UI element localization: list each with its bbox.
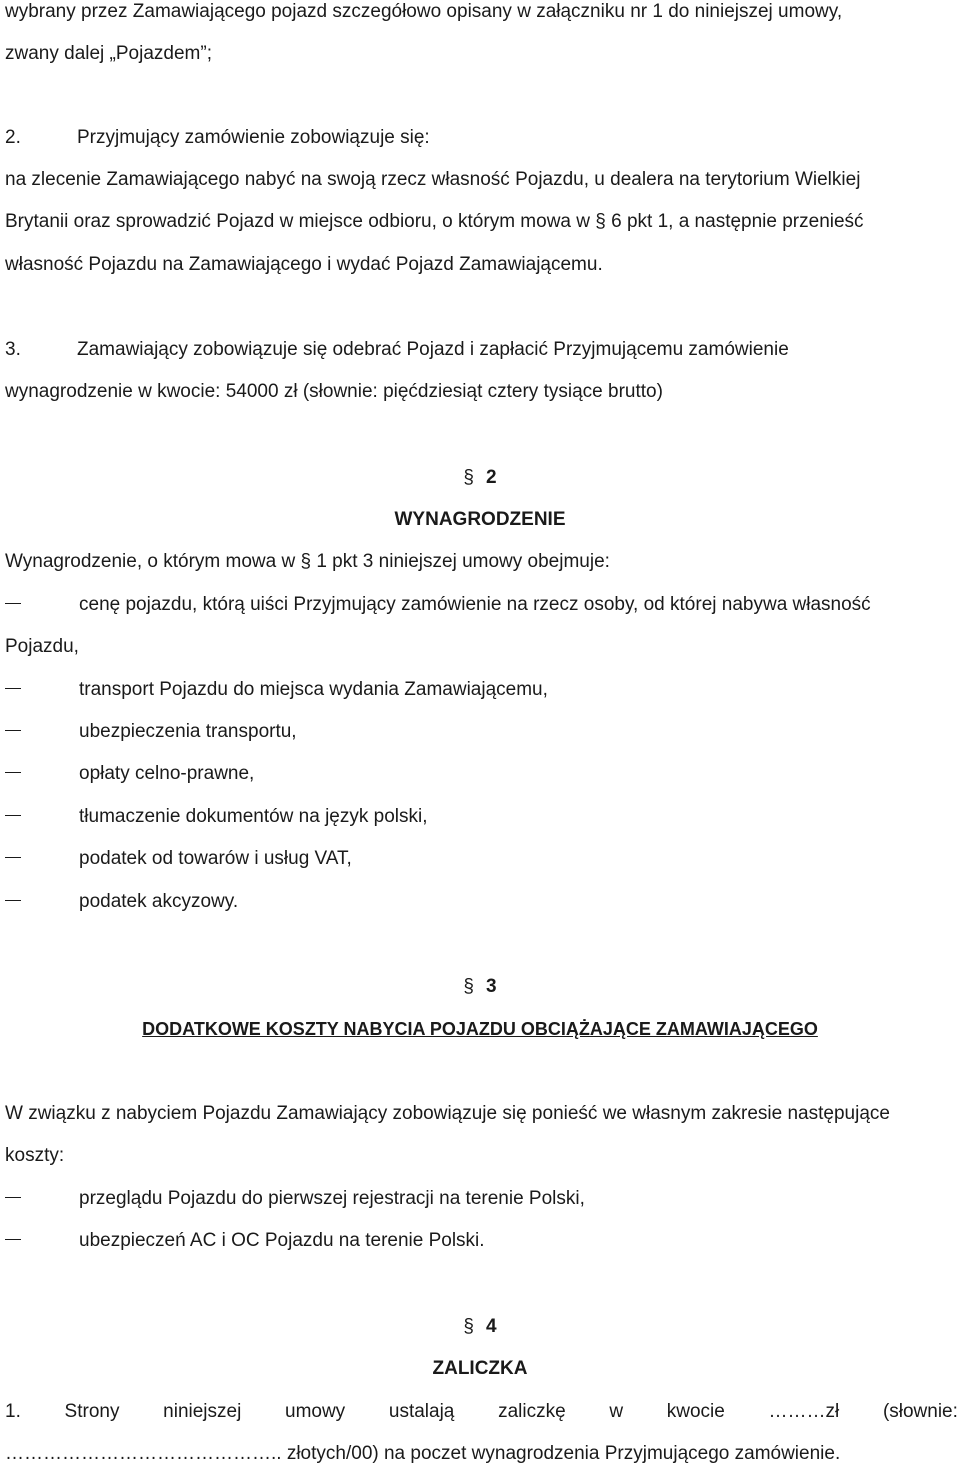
section-2-item-continuation: Pojazdu,: [5, 636, 79, 657]
section-2-intro: Wynagrodzenie, o którym mowa w § 1 pkt 3 niniejszej umowy obejmuje:: [5, 551, 610, 572]
section-2-item-text: podatek od towarów i usług VAT,: [79, 848, 352, 869]
section-3-number: [0, 975, 960, 999]
section-2-item: [5, 720, 297, 744]
intro-text-1: wybrany przez Zamawiającego pojazd szczegółowo opisany w załączniku nr 1 do niniejszej umowy,: [5, 1, 843, 22]
word: (słownie:: [882, 1401, 958, 1422]
point-2-number: 2.: [5, 127, 21, 148]
word: ………zł: [768, 1401, 840, 1422]
section-2-item: [5, 890, 238, 914]
section-4-number: [0, 1315, 960, 1339]
dash-bullet-icon: [5, 603, 21, 604]
intro-line-1: [5, 0, 958, 24]
section-2-item: [5, 678, 548, 702]
section-3-intro-line-1: W związku z nabyciem Pojazdu Zamawiający zobowiązuje się ponieść we własnym zakresie następujące: [5, 1103, 890, 1124]
intro-line-2: zwany dalej „Pojazdem”;: [5, 43, 212, 64]
point-2-heading-text: Przyjmujący zamówienie zobowiązuje się:: [77, 127, 430, 148]
dash-bullet-icon: [5, 857, 21, 858]
section-4-number-text: 4: [486, 1316, 497, 1337]
dash-bullet-icon: [5, 688, 21, 689]
word: kwocie: [666, 1401, 725, 1422]
section-2-item: [5, 762, 254, 786]
section-2-number: [0, 466, 960, 490]
point-2-line-3: własność Pojazdu na Zamawiającego i wydać Pojazd Zamawiającemu.: [5, 254, 603, 275]
section-2-item-text: cenę pojazdu, którą uiści Przyjmujący zamówienie na rzecz osoby, od której nabywa własność: [79, 594, 871, 615]
section-2-item-text: podatek akcyzowy.: [79, 891, 239, 912]
point-3-number: 3.: [5, 339, 21, 360]
dash-bullet-icon: [5, 1197, 21, 1198]
word: umowy: [285, 1401, 346, 1422]
dash-bullet-icon: [5, 772, 21, 773]
word: niniejszej: [163, 1401, 242, 1422]
section-4-title: ZALICZKA: [432, 1358, 528, 1379]
point-2-heading: [5, 126, 958, 150]
section-2-item: [5, 847, 352, 871]
section-3-number-text: 3: [486, 976, 497, 997]
dash-bullet-icon: [5, 1239, 21, 1240]
section-3-title: DODATKOWE KOSZTY NABYCIA POJAZDU OBCIĄŻAJĄCE ZAMAWIAJĄCEGO: [142, 1019, 818, 1039]
dash-bullet-icon: [5, 900, 21, 901]
paragraph-symbol-icon: §: [463, 976, 474, 997]
point-2-line-1: na zlecenie Zamawiającego nabyć na swoją rzecz własność Pojazdu, u dealera na terytorium Wielkiej: [5, 169, 861, 190]
word: ustalają: [388, 1401, 455, 1422]
section-4-point-1-line-1: [5, 1400, 958, 1424]
section-3-item: [5, 1187, 585, 1211]
paragraph-symbol-icon: §: [463, 1316, 474, 1337]
section-2-item: [5, 593, 871, 617]
section-4-point-1-number: 1.: [5, 1401, 21, 1422]
section-2-title: WYNAGRODZENIE: [394, 509, 566, 530]
word: Strony: [64, 1401, 120, 1422]
section-3-item-text: ubezpieczeń AC i OC Pojazdu na terenie Polski.: [79, 1230, 485, 1251]
section-2-item-text: tłumaczenie dokumentów na język polski,: [79, 806, 428, 827]
section-3-item-text: przeglądu Pojazdu do pierwszej rejestracji na terenie Polski,: [79, 1188, 585, 1209]
point-3-line-1: [5, 338, 958, 362]
section-2-number-text: 2: [486, 467, 497, 488]
section-3-item: [5, 1229, 485, 1253]
section-2-item-text: ubezpieczenia transportu,: [79, 721, 297, 742]
dash-bullet-icon: [5, 815, 21, 816]
section-2-item-text: opłaty celno-prawne,: [79, 763, 255, 784]
section-2-item-text: transport Pojazdu do miejsca wydania Zamawiającemu,: [79, 679, 548, 700]
paragraph-symbol-icon: §: [463, 467, 474, 488]
section-2-item: [5, 805, 428, 829]
point-3-line-2: wynagrodzenie w kwocie: 54000 zł (słownie: pięćdziesiąt cztery tysiące brutto): [5, 381, 663, 402]
word: zaliczkę: [498, 1401, 566, 1422]
point-3-text: Zamawiający zobowiązuje się odebrać Pojazd i zapłacić Przyjmującemu zamówienie: [77, 339, 789, 360]
dash-bullet-icon: [5, 730, 21, 731]
point-2-line-2: Brytanii oraz sprowadzić Pojazd w miejsce odbioru, o którym mowa w § 6 pkt 1, a następnie przenieść: [5, 211, 864, 232]
section-4-point-1-line-2: …………………………………….. złotych/00) na poczet wynagrodzenia Przyjmującego zamówienie.: [5, 1443, 841, 1464]
word: w: [609, 1401, 624, 1422]
section-3-intro-line-2: koszty:: [5, 1145, 65, 1166]
